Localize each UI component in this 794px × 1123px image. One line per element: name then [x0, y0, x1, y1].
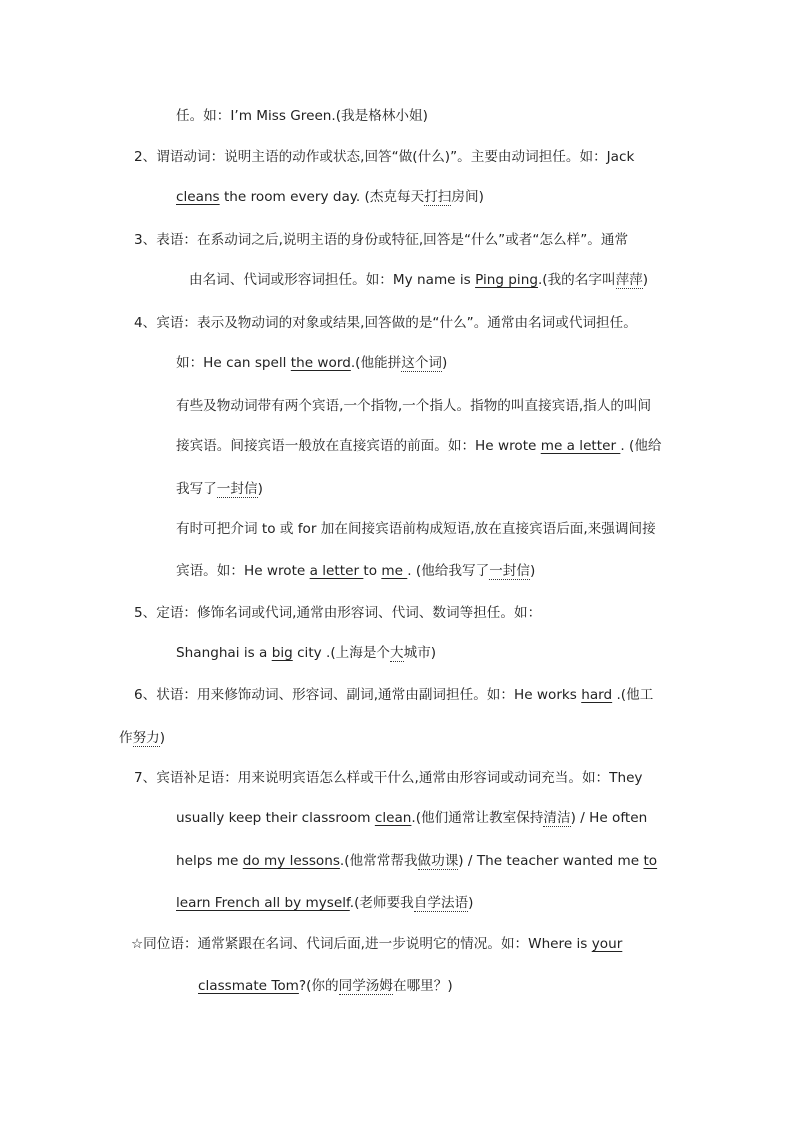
text-segment: 4、宾语：表示及物动词的对象或结果,回答做的是“什么”。通常由名词或代词担任。 — [134, 315, 637, 331]
text-line — [134, 685, 653, 705]
text-line — [176, 436, 662, 456]
text-line — [134, 147, 634, 167]
text-segment: ?(你的 — [298, 978, 339, 994]
dotted-term: 萍萍 — [615, 272, 643, 288]
underlined-answer: the word — [290, 355, 351, 371]
text-segment: city .(上海是个 — [292, 645, 391, 661]
dotted-term: 一封信 — [216, 481, 258, 497]
text-segment: ) — [529, 563, 536, 579]
text-line — [176, 519, 656, 539]
text-segment: 接宾语。间接宾语一般放在直接宾语的前面。如：He wrote — [176, 438, 541, 454]
text-segment: ) — [642, 272, 649, 288]
underlined-answer: hard — [581, 687, 613, 703]
underlined-answer: do my lessons — [242, 853, 340, 869]
dotted-term: 一封信 — [489, 563, 530, 579]
text-segment: 任。如：I’m Miss Green.(我是格林小姐) — [176, 108, 428, 124]
dotted-term: 打扫 — [424, 189, 452, 205]
text-segment: helps me — [176, 853, 243, 869]
underlined-answer: cleans — [176, 189, 220, 205]
text-segment: 我写了 — [176, 481, 217, 497]
text-line — [189, 270, 648, 290]
text-segment: ) — [468, 895, 474, 911]
text-segment: 7、宾语补足语：用来说明宾语怎么样或干什么,通常由形容词或动词充当。如：They — [134, 770, 643, 786]
text-segment: 有些及物动词带有两个宾语,一个指物,一个指人。指物的叫直接宾语,指人的叫间 — [176, 398, 652, 414]
text-line — [131, 934, 622, 954]
text-segment: Shanghai is a — [176, 645, 272, 661]
underlined-answer: a letter — [309, 563, 364, 579]
text-segment: ) — [442, 355, 448, 371]
text-segment: 6、状语：用来修饰动词、形容词、副词,通常由副词担任。如：He works — [134, 687, 582, 703]
dotted-term: 这个词 — [401, 355, 443, 371]
text-line — [134, 230, 628, 250]
text-line — [176, 187, 484, 207]
text-line — [176, 479, 263, 499]
text-line — [176, 808, 647, 828]
text-line — [134, 313, 637, 333]
text-segment: . (他给 — [620, 438, 662, 454]
text-segment: . (他给我写了 — [407, 563, 490, 579]
text-line — [119, 728, 165, 748]
text-line — [176, 561, 535, 581]
dotted-term: 清洁 — [543, 810, 571, 826]
text-line — [176, 396, 651, 416]
text-segment: ) — [257, 481, 263, 497]
text-segment: 房间) — [451, 189, 484, 205]
text-segment: ☆同位语：通常紧跟在名词、代词后面,进一步说明它的情况。如：Where is — [131, 936, 592, 952]
text-segment: .(老师要我 — [349, 895, 414, 911]
text-line — [134, 603, 541, 623]
text-segment: 5、定语：修饰名词或代词,通常由形容词、代词、数词等担任。如： — [134, 605, 542, 621]
underlined-answer: learn French all by myself — [176, 895, 350, 911]
text-segment: 由名词、代词或形容词担任。如：My name is — [189, 272, 476, 288]
text-segment: .(他能拼 — [350, 355, 402, 371]
underlined-answer: your — [591, 936, 623, 952]
text-segment: 作 — [119, 730, 133, 746]
underlined-answer: clean — [374, 810, 412, 826]
text-segment: to — [363, 563, 382, 579]
text-segment: 城市) — [403, 645, 437, 661]
text-segment: 宾语。如：He wrote — [176, 563, 310, 579]
dotted-term: 同学汤姆 — [338, 978, 393, 994]
underlined-answer: Ping ping — [475, 272, 538, 288]
dotted-term: 做功课 — [417, 853, 459, 869]
text-segment: ) / He often — [570, 810, 648, 826]
text-line — [176, 643, 436, 663]
text-segment: .(他工 — [612, 687, 654, 703]
text-line — [198, 976, 453, 996]
text-segment: 如：He can spell — [176, 355, 291, 371]
underlined-answer: to — [643, 853, 658, 869]
text-segment: 3、表语：在系动词之后,说明主语的身份或特征,回答是“什么”或者“怎么样”。通常 — [134, 232, 629, 248]
dotted-term: 努力 — [132, 730, 160, 746]
text-segment: the room every day. (杰克每天 — [219, 189, 425, 205]
underlined-answer: classmate Tom — [198, 978, 299, 994]
text-segment: .(他们通常让教室保持 — [411, 810, 544, 826]
text-line — [134, 768, 642, 788]
text-segment: .(他常常帮我 — [339, 853, 418, 869]
dotted-term: 大 — [390, 645, 404, 661]
underlined-answer: me — [381, 563, 408, 579]
text-segment: ) — [159, 730, 166, 746]
text-segment: 在哪里？) — [392, 978, 453, 994]
underlined-answer: big — [271, 645, 293, 661]
text-segment: usually keep their classroom — [176, 810, 375, 826]
text-line — [176, 851, 657, 871]
text-line — [176, 106, 428, 126]
text-line — [176, 893, 473, 913]
text-segment: .(我的名字叫 — [537, 272, 616, 288]
text-segment: 2、谓语动词：说明主语的动作或状态,回答“做(什么)”。主要由动词担任。如：Jack — [134, 149, 635, 165]
underlined-answer: me a letter — [540, 438, 621, 454]
text-line — [176, 353, 447, 373]
text-segment: ) / The teacher wanted me — [458, 853, 644, 869]
dotted-term: 自学法语 — [413, 895, 469, 911]
text-segment: 有时可把介词 to 或 for 加在间接宾语前构成短语,放在直接宾语后面,来强调间接 — [176, 521, 656, 537]
